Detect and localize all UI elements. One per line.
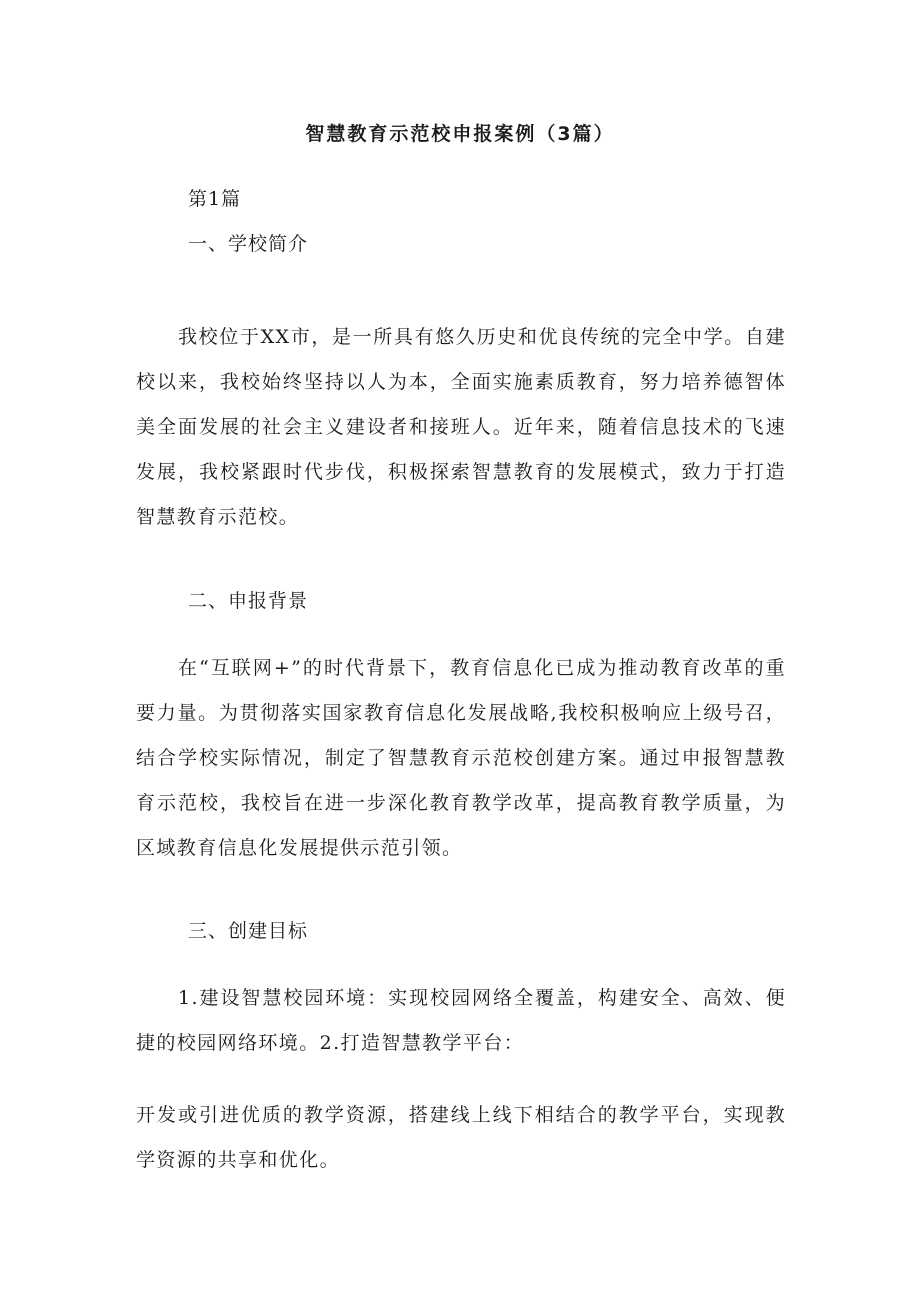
section-heading-school-intro: 一、学校简介: [188, 233, 309, 255]
section-heading-goals: 三、创建目标: [188, 920, 309, 942]
paragraph-goals-1: 1.建设智慧校园环境：实现校园网络全覆盖，构建安全、高效、便捷的校园网络环境。2.打造智慧教学平台：: [136, 987, 786, 1054]
paragraph-school-intro: 我校位于XX市，是一所具有悠久历史和优良传统的完全中学。自建校以来，我校始终坚持以人为本，全面实施素质教育，努力培养德智体美全面发展的社会主义建设者和接班人。近年来，随着信息技术的飞速发展，我校紧跟时代步伐，积极探索智慧教育的发展模式，致力于打造智慧教育示范校。: [136, 326, 786, 528]
paragraph-background: 在“互联网+”的时代背景下，教育信息化已成为推动教育改革的重要力量。为贯彻落实国家教育信息化发展战略,我校积极响应上级号召，结合学校实际情况，制定了智慧教育示范校创建方案。通过申报智慧教育示范校，我校旨在进一步深化教育教学改革，提高教育教学质量，为区域教育信息化发展提供示范引领。: [136, 657, 786, 859]
section-heading-background: 二、申报背景: [188, 590, 309, 612]
paragraph-goals-2: 开发或引进优质的教学资源，搭建线上线下相结合的教学平台，实现教学资源的共享和优化。: [136, 1104, 786, 1171]
document-title: 智慧教育示范校申报案例（3篇）: [305, 123, 615, 145]
part-label: 第1篇: [188, 188, 242, 210]
